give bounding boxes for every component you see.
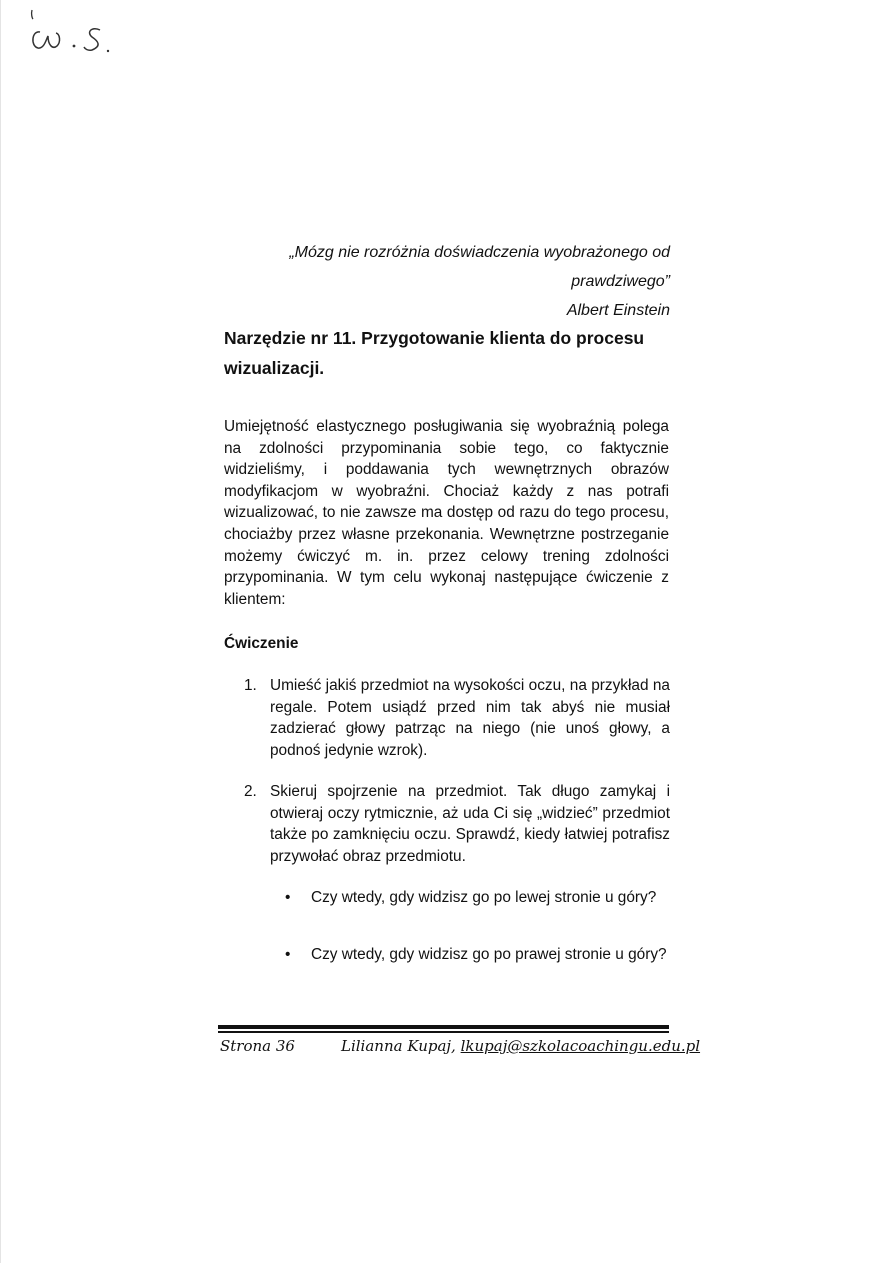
handwritten-note (22, 6, 112, 54)
footer-page-number: Strona 36 (220, 1037, 295, 1055)
quote-author: Albert Einstein (566, 302, 670, 319)
footer-email-link[interactable]: lkupaj@szkolacoachingu.edu.pl (460, 1037, 701, 1055)
quote-line-2: prawdziwego” (571, 273, 670, 290)
intro-paragraph: Umiejętność elastycznego posługiwania się wyobraźnią polega na zdolności przypominania sobie tego, co faktycznie widzieliśmy, i poddawania tych wewnętrznych obrazów modyfikacjom w wyobraźni. Chociaż każdy z nas potrafi wizualizować, to nie zawsze ma dostęp od razu do tego procesu, chociażby przez własne przekonania. Wewnętrzne postrzeganie możemy ćwiczyć m. in. przez celowy trening zdolności przypominania. W tym celu wykonaj następujące ćwiczenie z klientem: (224, 418, 669, 608)
exercise-step (240, 781, 670, 867)
footer-divider (218, 1025, 669, 1034)
section-heading: Narzędzie nr 11. Przygotowanie klienta do procesu wizualizacji. (224, 328, 645, 378)
step-text: Skieruj spojrzenie na przedmiot. Tak długo zamykaj i otwieraj oczy rytmicznie, aż uda Ci się „widzieć” przedmiot także po zamknięciu oczu. Sprawdź, kiedy łatwiej potrafisz przywołać obraz przedmiotu. (270, 783, 670, 865)
bullet-icon: • (285, 946, 291, 963)
step-number: 1. (244, 677, 257, 694)
epigraph-quote (230, 238, 670, 325)
step-number: 2. (244, 783, 257, 800)
bullet-text: Czy wtedy, gdy widzisz go po prawej stronie u góry? (311, 946, 667, 963)
exercise-step (240, 675, 670, 761)
step-text: Umieść jakiś przedmiot na wysokości oczu, na przykład na regale. Potem usiądź przed nim tak abyś nie musiał zadzierać głowy patrząc na niego (nie unoś głowy, a podnoś jedynie wzrok). (270, 677, 670, 759)
footer-author (341, 1035, 701, 1057)
bullet-icon: • (285, 889, 291, 906)
exercise-title: Ćwiczenie (224, 635, 299, 652)
bullet-item (282, 945, 670, 965)
bullet-item (282, 888, 670, 908)
footer-author-name: Lilianna Kupaj, (341, 1037, 461, 1055)
bullet-text: Czy wtedy, gdy widzisz go po lewej stronie u góry? (311, 889, 657, 906)
quote-line-1: „Mózg nie rozróżnia doświadczenia wyobrażonego od (289, 244, 670, 261)
